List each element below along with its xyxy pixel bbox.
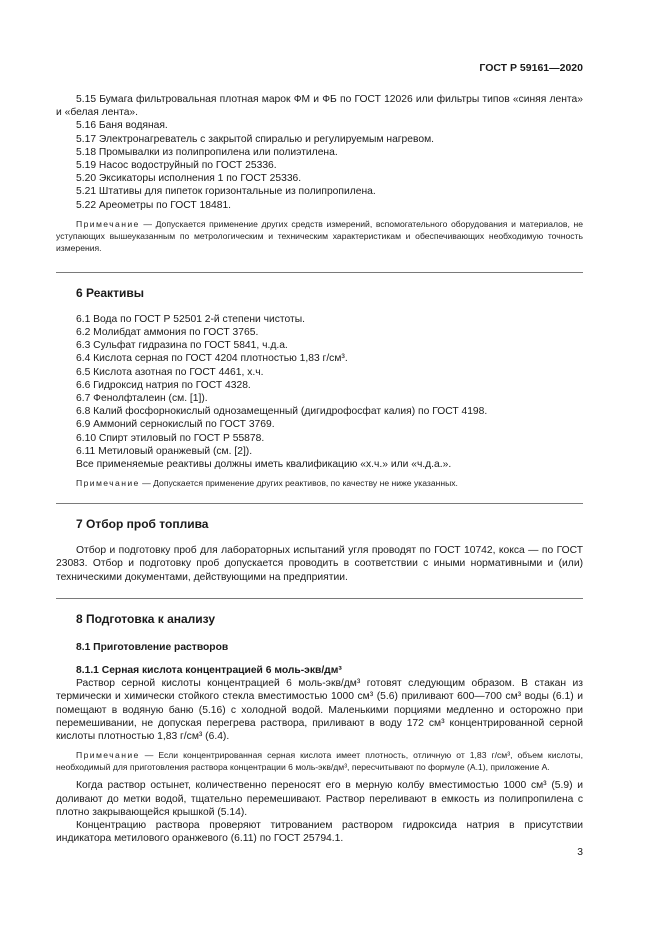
note-label: Примечание [76, 750, 140, 761]
section6-closing: Все применяемые реактивы должны иметь квалификацию «х.ч.» или «ч.д.а.». [76, 459, 452, 471]
list-item: 6.10 Спирт этиловый по ГОСТ Р 55878. [76, 432, 265, 444]
list-item: 5.16 Баня водяная. [76, 120, 168, 132]
section6-list [56, 313, 583, 471]
section5-note [56, 218, 583, 254]
note-label: Примечание [76, 218, 140, 229]
list-item: 5.20 Эксикаторы исполнения 1 по ГОСТ 25336. [76, 173, 302, 185]
section6-heading: 6 Реактивы [76, 285, 144, 300]
section7-text: Отбор и подготовку проб для лабораторных испытаний угля проводят по ГОСТ 10742, кокса — по ГОСТ 23083. Отбор и подготовку проб допускается проводить в соответствии с иными нормативными и (или) техническими документами, действующими на предприятии. [56, 545, 583, 583]
list-item: 6.7 Фенолфталеин (см. [1]). [76, 393, 208, 405]
section7-heading: 7 Отбор проб топлива [76, 517, 209, 532]
note-label: Примечание [76, 478, 140, 489]
page-number: 3 [577, 847, 583, 858]
list-item: 5.15 Бумага фильтровальная плотная марок ФМ и ФБ по ГОСТ 12026 или фильтры типов «синяя лента» и «белая лента». [56, 94, 583, 119]
section6-note [56, 477, 583, 489]
subsection-8-1-1-heading: 8.1.1 Серная кислота концентрацией 6 моль-экв/дм³ [76, 665, 342, 677]
list-item: 6.4 Кислота серная по ГОСТ 4204 плотностью 1,83 г/см³. [76, 353, 348, 365]
list-item: 6.5 Кислота азотная по ГОСТ 4461, х.ч. [76, 366, 264, 378]
list-item: 6.1 Вода по ГОСТ Р 52501 2-й степени чистоты. [76, 313, 305, 325]
list-item: 6.11 Метиловый оранжевый (см. [2]). [76, 445, 253, 457]
list-item: 6.2 Молибдат аммония по ГОСТ 3765. [76, 327, 259, 339]
section8-paragraph-1: Раствор серной кислоты концентрацией 6 моль-экв/дм³ готовят следующим образом. В стакан из термически и химически стойкого стекла вместимостью 1000 см³ (5.6) приливают 600—700 см³ воды (6.1) и помещают в водяную баню (5.16) с холодной водой. Маленькими порциями медленно и осторожно при перемешивании, не допуская перегрева раствора, приливают в воду 172 см³ концентрированной серной кислоты плотностью 1,83 г/см³ (6.4). [56, 678, 583, 743]
note-text: — Допускается применение других реактивов, по качеству не ниже указанных. [139, 478, 458, 489]
list-item: 5.17 Электронагреватель с закрытой спиралью и регулируемым нагревом. [76, 133, 435, 145]
subsection-8-1-heading: 8.1 Приготовление растворов [76, 641, 229, 653]
list-item: 5.19 Насос водоструйный по ГОСТ 25336. [76, 160, 277, 172]
section8-note [56, 749, 583, 773]
document-id: ГОСТ Р 59161—2020 [479, 62, 583, 74]
section5-list [56, 93, 583, 212]
list-item: 6.3 Сульфат гидразина по ГОСТ 5841, ч.д.а. [76, 340, 288, 352]
note-text: — Если концентрированная серная кислота имеет плотность, отличную от 1,83 г/см³, объем кислоты, необходимый для приготовления раствора концентрации 6 моль-экв/дм³, пересчитывают по формуле (А.1), приложение А. [56, 750, 583, 773]
list-item: 6.8 Калий фосфорнокислый однозамещенный (дигидрофосфат калия) по ГОСТ 4198. [76, 406, 488, 418]
list-item: 5.22 Ареометры по ГОСТ 18481. [76, 199, 232, 211]
section8-paragraph-3: Концентрацию раствора проверяют титрованием раствором гидроксида натрия в присутствии индикатора метилового оранжевого (6.11) по ГОСТ 25794.1. [56, 819, 583, 845]
page-content [56, 93, 583, 845]
list-item: 5.21 Штативы для пипеток горизонтальные из полипропилена. [76, 186, 376, 198]
section8-heading: 8 Подготовка к анализу [76, 611, 216, 626]
section8-paragraph-2: Когда раствор остынет, количественно переносят его в мерную колбу вместимостью 1000 см³ (5.9) и доливают до метки водой, тщательно перемешивают. Раствор переливают в емкость из полипропилена с плотно закрывающейся крышкой (5.14). [56, 780, 583, 818]
list-item: 6.6 Гидроксид натрия по ГОСТ 4328. [76, 379, 251, 391]
list-item: 5.18 Промывалки из полипропилена или полиэтилена. [76, 146, 338, 158]
list-item: 6.9 Аммоний сернокислый по ГОСТ 3769. [76, 419, 275, 431]
note-text: — Допускается применение других средств измерений, вспомогательного оборудования и материалов, не уступающих вышеуказанным по метрологическим и техническим характеристикам и обеспечивающих необходимую точность измерения. [56, 218, 583, 253]
